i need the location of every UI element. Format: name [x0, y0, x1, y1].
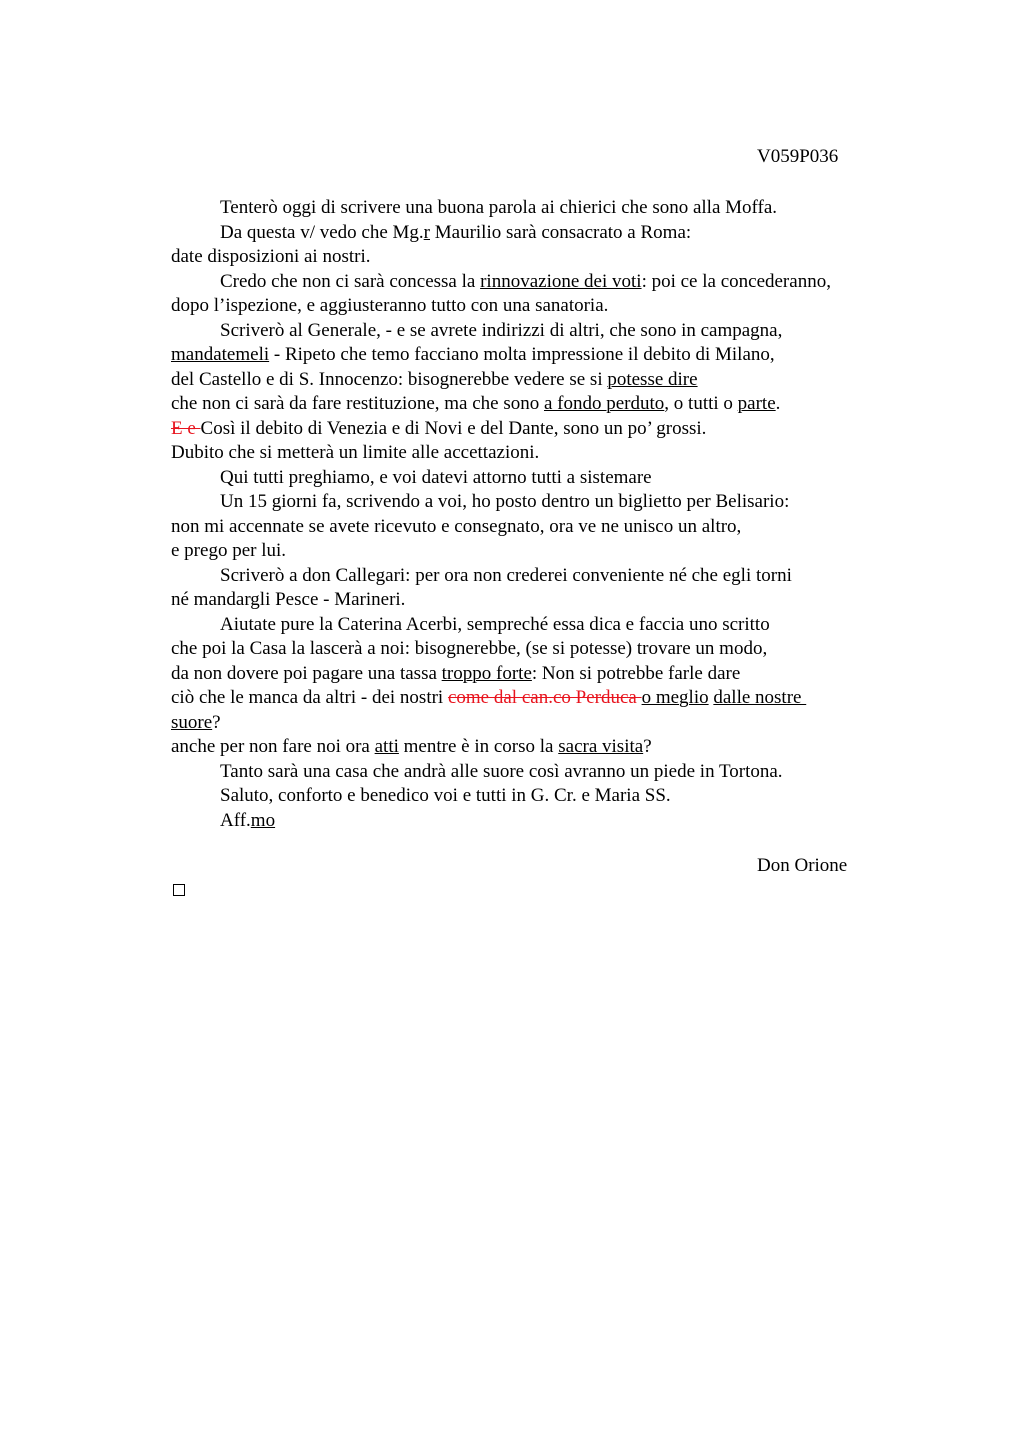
text-segment: da non dovere poi pagare una tassa	[171, 662, 442, 684]
letter-line	[171, 417, 911, 442]
text-segment: Da questa v/ vedo che Mg.	[220, 221, 424, 243]
underlined-text: dalle nostre	[713, 687, 807, 708]
text-segment: del Castello e di S. Innocenzo: bisognerebbe vedere se si	[171, 368, 608, 390]
letter-line	[171, 760, 911, 785]
underlined-text: mandatemeli	[171, 344, 270, 365]
text-segment: Tanto sarà una casa che andrà alle suore così avranno un piede in Tortona.	[220, 760, 783, 782]
text-segment: Aff.	[220, 809, 251, 831]
reference-code: V059P036	[757, 146, 839, 167]
text-segment: - Ripeto che temo facciano molta impressione il debito di Milano,	[269, 344, 775, 365]
letter-line	[171, 686, 911, 711]
text-segment: Dubito che si metterà un limite alle accettazioni.	[171, 442, 540, 463]
underlined-text: atti	[374, 736, 399, 757]
text-segment: Saluto, conforto e benedico voi e tutti in G. Cr. e Maria SS.	[220, 785, 671, 806]
text-segment: Aiutate pure la Caterina Acerbi, sempreché essa dica e faccia uno scritto	[220, 613, 770, 635]
letter-line	[171, 539, 911, 564]
letter-line	[171, 392, 911, 417]
text-segment: dopo l’ispezione, e aggiusteranno tutto con una sanatoria.	[171, 295, 609, 316]
letter-line	[171, 711, 911, 736]
text-segment: : poi ce la concederanno,	[641, 270, 831, 292]
letter-body	[171, 196, 911, 833]
text-segment: date disposizioni ai nostri.	[171, 246, 371, 267]
letter-line	[171, 196, 911, 221]
underlined-text: troppo forte	[441, 662, 532, 684]
letter-line	[171, 245, 911, 270]
letter-line	[171, 613, 911, 638]
letter-line	[171, 490, 911, 515]
underlined-text: a fondo perduto	[543, 393, 665, 414]
text-segment: mentre è in corso la	[398, 736, 559, 757]
letter-line	[171, 221, 911, 246]
deleted-text: come dal can.co Perduca	[447, 687, 642, 708]
text-segment: : Non si potrebbe farle dare	[531, 662, 741, 684]
text-segment: Scriverò a don Callegari: per ora non crederei conveniente né che egli torni	[220, 564, 792, 586]
text-segment: anche per non fare noi ora	[171, 736, 375, 757]
letter-line	[171, 319, 911, 344]
letter-line	[171, 588, 911, 613]
letter-line	[171, 294, 911, 319]
text-segment: e prego per lui.	[171, 540, 287, 561]
text-segment: che poi la Casa la lascerà a noi: bisognerebbe, (se si potesse) trovare un modo,	[171, 638, 768, 659]
underlined-text: o meglio	[641, 687, 709, 708]
text-segment: Credo che non ci sarà concessa la	[220, 270, 481, 292]
letter-line	[171, 368, 911, 393]
underlined-text: r	[423, 221, 430, 243]
text-segment: Maurilio sarà consacrato a Roma:	[430, 221, 692, 243]
text-segment: non mi accennate se avete ricevuto e consegnato, ora ve ne unisco un altro,	[171, 515, 742, 537]
text-segment: ?	[643, 736, 652, 757]
underlined-text: sacra visita	[558, 736, 644, 757]
signature: Don Orione	[757, 855, 848, 876]
text-segment: Scriverò al Generale, - e se avrete indirizzi di altri, che sono in campagna,	[220, 319, 783, 341]
letter-line	[171, 735, 911, 760]
letter-line	[171, 564, 911, 589]
text-segment: Qui tutti preghiamo, e voi datevi attorno tutti a sistemare	[220, 466, 652, 488]
letter-line	[171, 343, 911, 368]
underlined-text: parte	[737, 393, 776, 414]
checkbox-square	[173, 884, 185, 896]
text-segment: che non ci sarà da fare restituzione, ma che sono	[171, 393, 544, 414]
letter-line	[171, 466, 911, 491]
underlined-text: potesse dire	[607, 368, 698, 390]
text-segment: , o tutti o	[664, 393, 738, 414]
text-segment: Così il debito di Venezia e di Novi e del Dante, sono un po’ grossi.	[200, 417, 707, 439]
text-segment: Un 15 giorni fa, scrivendo a voi, ho posto dentro un biglietto per Belisario:	[220, 491, 790, 512]
underlined-text: mo	[250, 809, 276, 831]
underlined-text: rinnovazione dei voti	[480, 270, 642, 292]
letter-line	[171, 270, 911, 295]
text-segment: Tenterò oggi di scrivere una buona parola ai chierici che sono alla Moffa.	[220, 197, 778, 218]
text-segment: ciò che le manca da altri - dei nostri	[171, 687, 448, 708]
text-segment: ?	[212, 711, 221, 733]
underlined-text: suore	[171, 711, 213, 733]
letter-line	[171, 784, 911, 809]
letter-line	[171, 515, 911, 540]
letter-line	[171, 809, 911, 834]
deleted-text: E e	[171, 417, 201, 439]
text-segment: né mandargli Pesce - Marineri.	[171, 589, 406, 610]
letter-line	[171, 441, 911, 466]
letter-line	[171, 637, 911, 662]
text-segment: .	[775, 393, 781, 414]
letter-line	[171, 662, 911, 687]
